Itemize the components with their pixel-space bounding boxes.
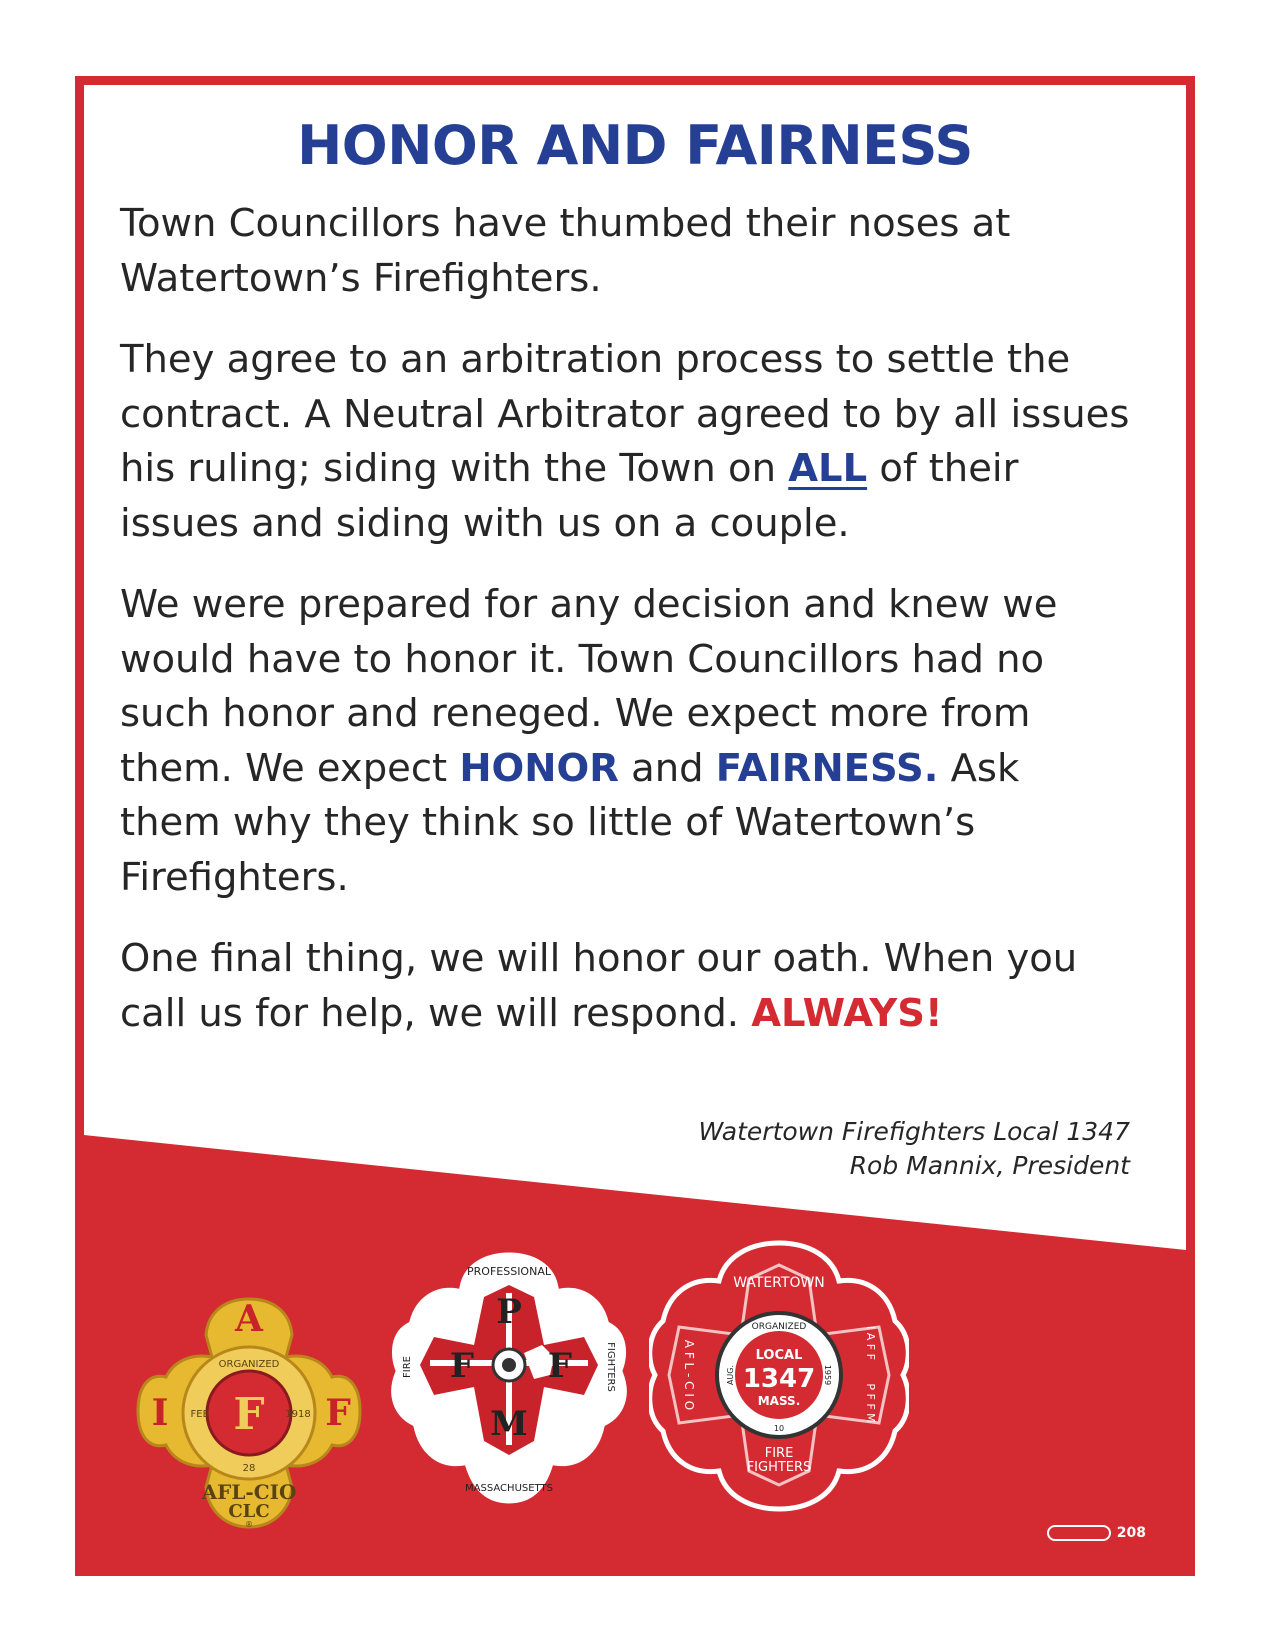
local-number: 1347 [742,1364,816,1394]
iaff-ring-bottom: 28 [242,1463,256,1474]
local-mass: MASS. [757,1394,801,1408]
paragraph-3-text-and: and [618,745,716,791]
iaff-letter-a: A [235,1298,263,1340]
pffm-logo [384,1245,634,1515]
local-bottom-fire: FIRE [764,1446,794,1461]
body-text [120,197,1130,1068]
local-1347-logo [649,1235,909,1515]
iaff-center-letter: F [233,1389,265,1440]
page-number: 208 [1116,1525,1146,1541]
iaff-ring-left: FEB [190,1409,210,1420]
pffm-bottom-arc: MASSACHUSETTS [465,1483,553,1494]
local-label: LOCAL [755,1348,803,1363]
emphasis-fairness: FAIRNESS. [715,745,939,791]
pffm-top-arc: PROFESSIONAL [467,1265,551,1278]
paragraph-3-text-a: We were prepared for any decision and knew we would have to honor it. Town Councillors had no such honor and reneged. We expect more from them. We expect [120,582,1058,791]
iaff-afl-cio: AFL-CIO [201,1480,297,1504]
local-organized: ORGANIZED [751,1322,807,1332]
signature-block [698,1115,1130,1183]
pffm-letter-p: P [496,1292,522,1332]
local-right-arm-bottom: P F F M [864,1383,877,1423]
iaff-ring-top: ORGANIZED [218,1359,280,1370]
page-footer [1047,1525,1146,1541]
local-left-arm: A F L - C I O [682,1339,696,1411]
iaff-registered: ® [245,1520,253,1529]
page-title: HONOR AND FAIRNESS [297,114,973,177]
emphasis-always: ALWAYS! [751,990,943,1036]
local-right-arm-top: I A F F [864,1326,877,1360]
iaff-letter-i: I [151,1392,169,1434]
iaff-clc: CLC [228,1501,270,1522]
paragraph-2-text-b: of their issues and siding with us on a couple. [120,446,1019,546]
local-aug: AUG. [726,1364,735,1386]
paragraph-3 [120,578,1130,905]
printer-mark-icon [1047,1525,1111,1541]
pffm-letter-f-left: F [449,1346,475,1386]
pffm-right-arm: FIGHTERS [605,1342,616,1392]
pffm-left-arm: FIRE [402,1356,413,1378]
iaff-logo [134,1295,364,1535]
local-day: 10 [773,1424,785,1433]
emphasis-all: ALL [788,446,868,491]
iaff-ring-right: 1918 [285,1409,311,1420]
pffm-letter-f-right: F [547,1346,573,1386]
paragraph-4 [120,932,1130,1041]
paragraph-2 [120,333,1130,551]
signature-organization: Watertown Firefighters Local 1347 [698,1117,1130,1146]
local-year: 1959 [823,1364,832,1386]
flyer-frame [75,76,1195,1576]
paragraph-4-text: One final thing, we will honor our oath. When you call us for help, we will respond. [120,936,1078,1036]
emphasis-honor: HONOR [459,745,619,791]
paragraph-1-text: Town Councillors have thumbed their noses at Watertown’s Firefighters. [120,201,1011,301]
iaff-letter-f-right: F [325,1392,351,1434]
paragraph-3-text-b: Ask them why they think so little of Watertown’s Firefighters. [120,745,1020,900]
local-top-text: WATERTOWN [733,1275,825,1291]
paragraph-1 [120,197,1130,306]
pffm-letter-m: M [490,1404,528,1444]
signature-name: Rob Mannix, President [849,1151,1130,1180]
paragraph-2-text-a: They agree to an arbitration process to settle the contract. A Neutral Arbitrator agreed to by all issues his ruling; siding with the Town on [120,337,1130,491]
local-bottom-fighters: FIGHTERS [746,1460,812,1475]
